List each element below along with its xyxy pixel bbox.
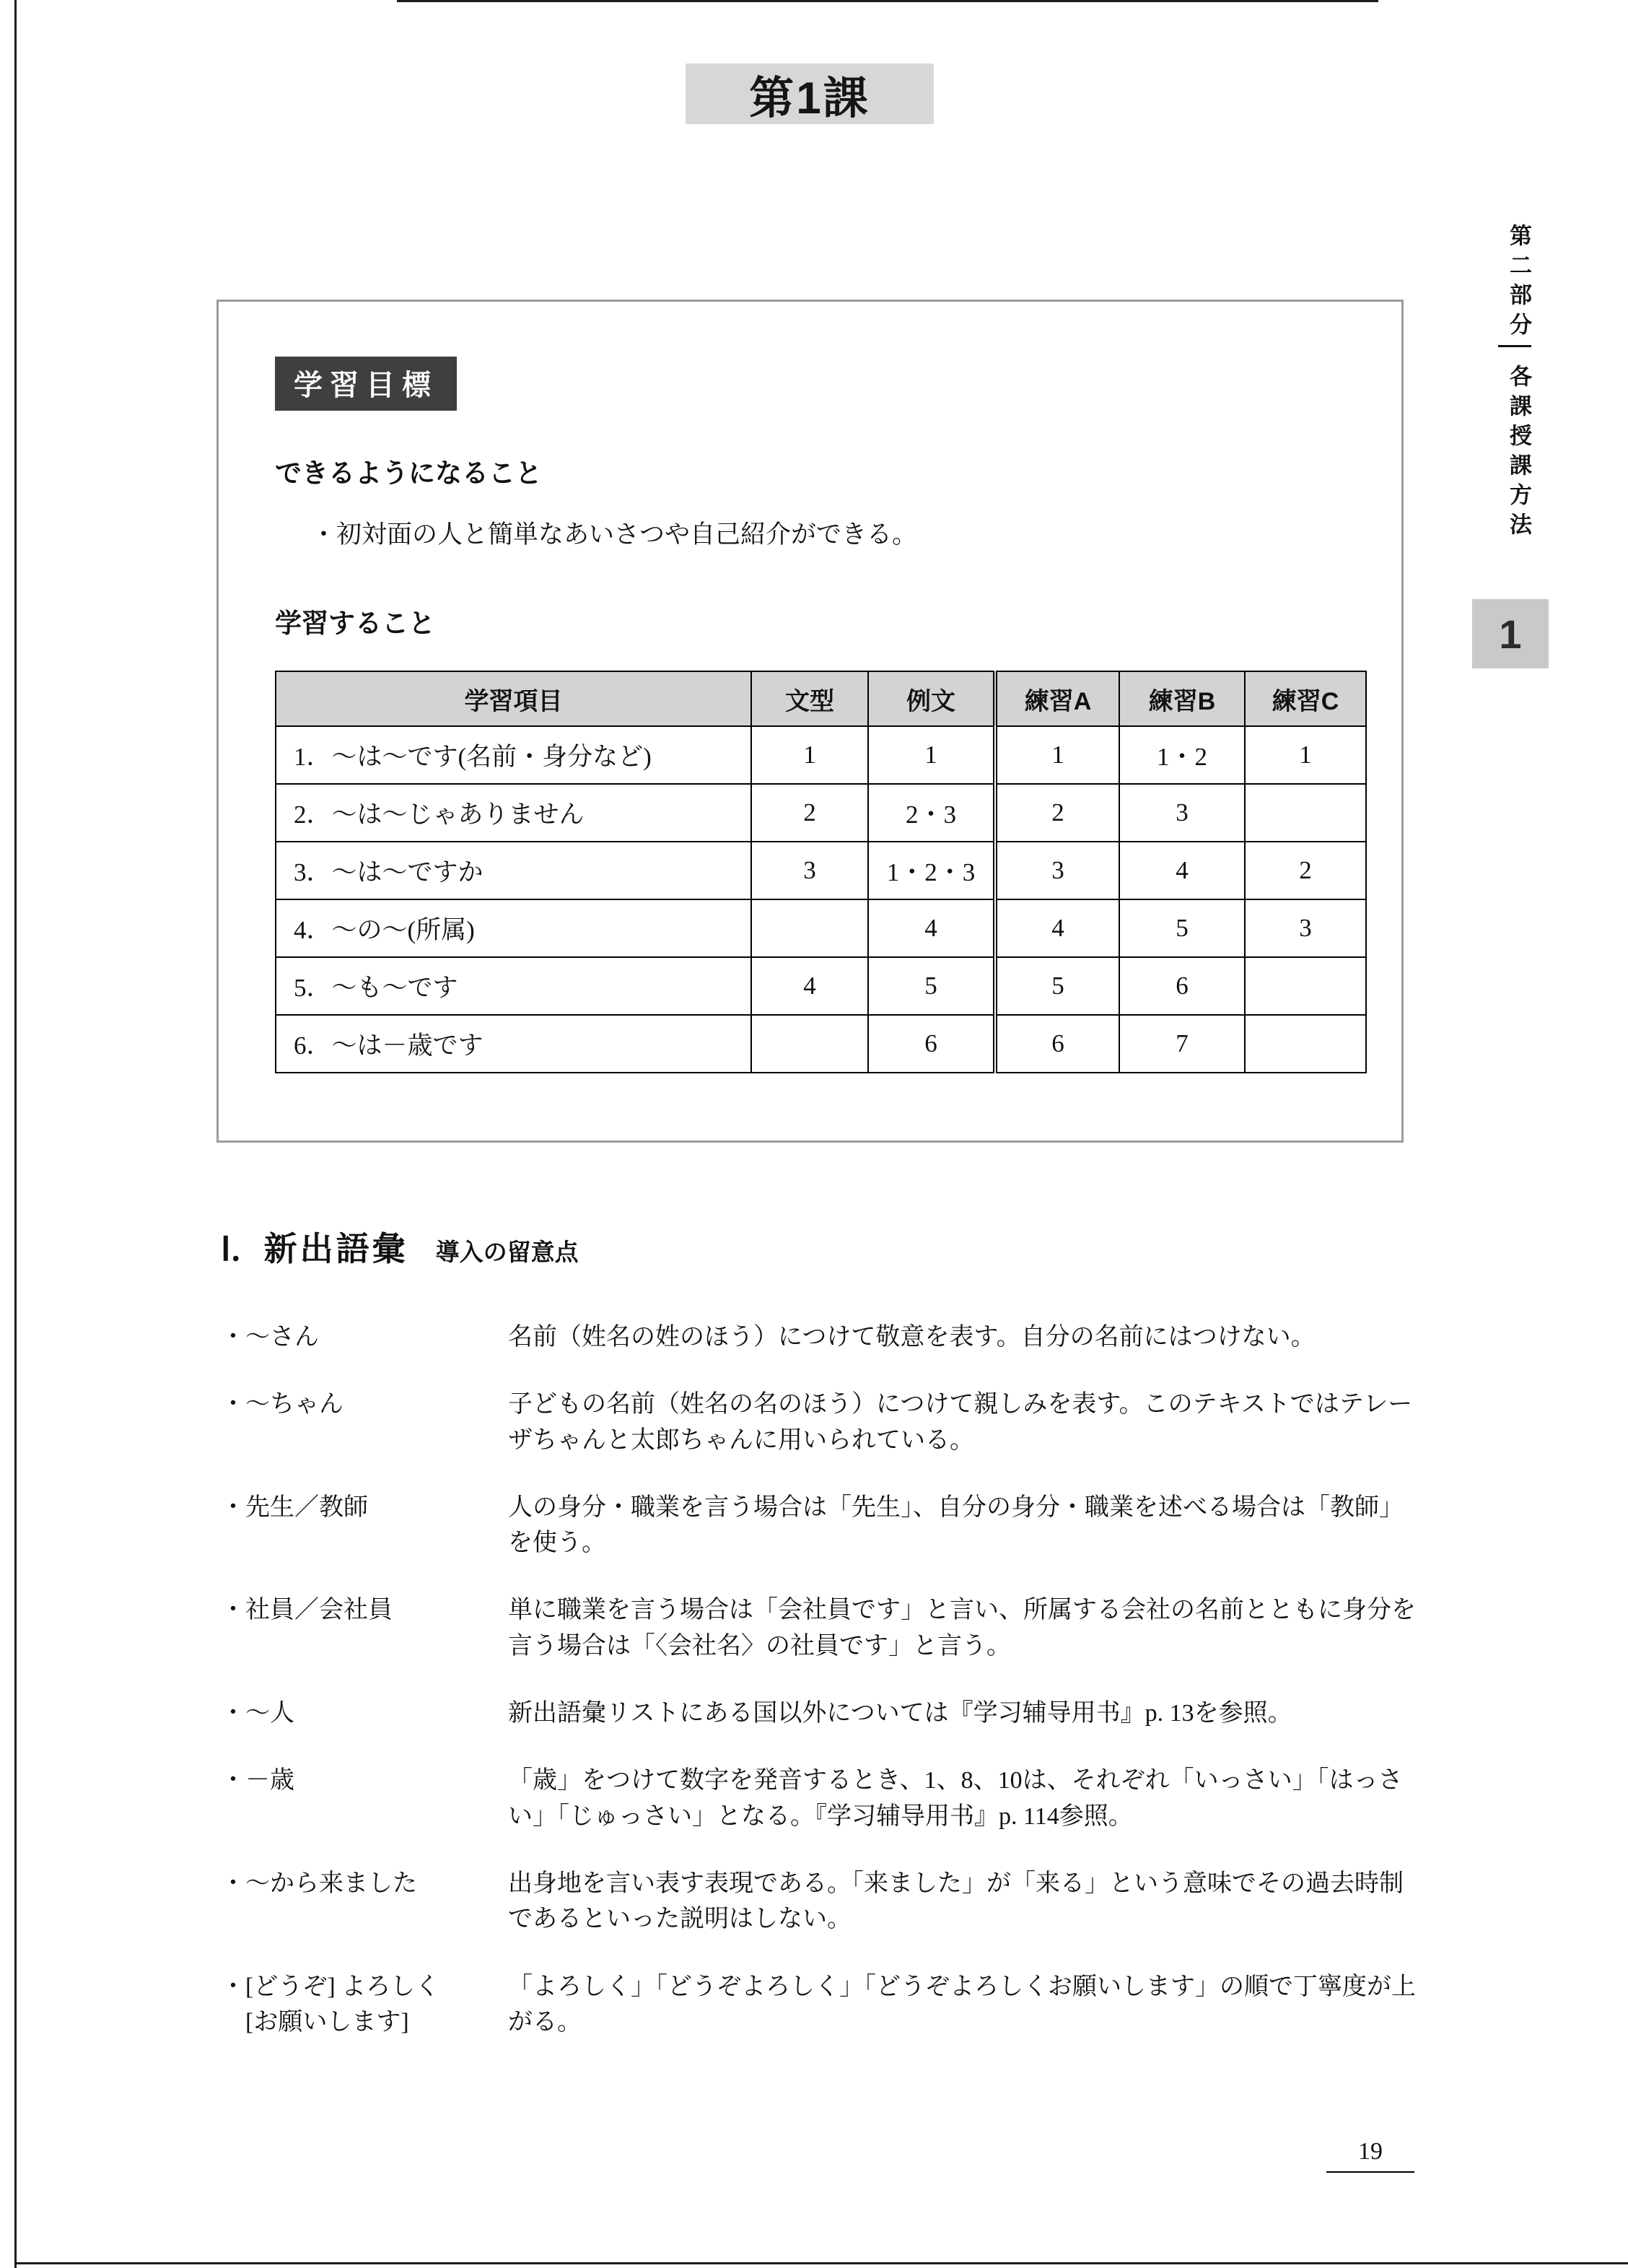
- vocab-term: ・～ちゃん: [221, 1391, 343, 1418]
- vocab-section-numeral: Ⅰ．: [221, 1231, 264, 1268]
- table-row: [276, 1015, 1366, 1073]
- table-cell: [751, 899, 868, 957]
- vocab-entry: [221, 1592, 1439, 1664]
- table-cell: 6．～は－歳です: [276, 1015, 751, 1073]
- vocab-definition: 新出語彙リストにある国以外については『学习辅导用书』p. 13を参照。: [508, 1700, 1292, 1727]
- lesson-title: [686, 64, 934, 124]
- table-cell: 6: [995, 1015, 1119, 1073]
- table-cell: 1: [868, 726, 995, 784]
- table-cell: 5．～も～です: [276, 957, 751, 1015]
- objectives-box: [216, 300, 1404, 1143]
- table-row: [276, 842, 1366, 899]
- table-cell: 1・2: [1119, 726, 1245, 784]
- table-cell: 3: [751, 842, 868, 899]
- vocab-section-title: 新出語彙: [263, 1230, 408, 1268]
- table-cell: 2・3: [868, 784, 995, 842]
- page-number: 19: [1326, 2138, 1414, 2173]
- vocab-term: ・～人: [221, 1700, 294, 1727]
- objectives-label: 学習目標: [275, 357, 457, 411]
- table-row: [276, 899, 1366, 957]
- table-cell: [1245, 784, 1366, 842]
- vocab-term-line2: [お願いします]: [221, 2008, 409, 2036]
- table-cell: 1・2・3: [868, 842, 995, 899]
- page-edge-left: [14, 0, 17, 2268]
- vocab-definition: 名前（姓名の姓のほう）につけて敬意を表す。自分の名前にはつけない。: [508, 1324, 1316, 1351]
- table-cell: 2．～は～じゃありません: [276, 784, 751, 842]
- chapter-number: 1: [1499, 611, 1522, 657]
- table-cell: 4: [1119, 842, 1245, 899]
- vocab-entry: [221, 1320, 1439, 1355]
- table-cell: [1245, 957, 1366, 1015]
- vocab-term: ・先生／教師: [221, 1493, 368, 1521]
- study-items-table: [275, 671, 1367, 1073]
- vocab-list: [221, 1320, 1439, 2072]
- sidebar-divider: [1498, 345, 1531, 347]
- table-cell: 2: [751, 784, 868, 842]
- table-cell: 6: [1119, 957, 1245, 1015]
- vocab-section-heading: [221, 1223, 579, 1270]
- table-cell: 4: [995, 899, 1119, 957]
- table-cell: 5: [1119, 899, 1245, 957]
- table-cell: 3: [1245, 899, 1366, 957]
- sidebar-section-label: 各課授課方法: [1506, 365, 1531, 542]
- vocab-entry: [221, 1387, 1439, 1458]
- chapter-number-tab: [1472, 599, 1549, 668]
- table-header-practice-c: 練習C: [1245, 671, 1366, 726]
- table-cell: 4: [751, 957, 868, 1015]
- table-cell: 3．～は～ですか: [276, 842, 751, 899]
- table-cell: 1: [1245, 726, 1366, 784]
- sidebar-part-label: 第二部分: [1506, 224, 1531, 342]
- vocab-entry: [221, 1866, 1439, 1937]
- table-header-practice-b: 練習B: [1119, 671, 1245, 726]
- table-cell: 1: [751, 726, 868, 784]
- vocab-definition: 単に職業を言う場合は「会社員です」と言い、所属する会社の名前とともに身分を言う場合は「〈会社名〉の社員です」と言う。: [508, 1597, 1416, 1659]
- vocab-definition: 出身地を言い表す表現である。「来ました」が「来る」という意味でその過去時制であるといった説明はしない。: [508, 1870, 1404, 1933]
- vocab-section-subtitle: 導入の留意点: [435, 1239, 579, 1265]
- vocab-definition: 人の身分・職業を言う場合は「先生」、自分の身分・職業を述べる場合は「教師」を使う。: [508, 1493, 1404, 1557]
- table-cell: 7: [1119, 1015, 1245, 1073]
- vocab-term-line1: ・[どうぞ] よろしく: [221, 1973, 440, 2000]
- vocab-entry: [221, 1490, 1439, 1561]
- can-do-heading: できるようになること: [275, 458, 542, 488]
- table-header-example: 例文: [868, 671, 995, 726]
- page-edge-bottom: [14, 2262, 1628, 2264]
- vocab-term: ・～さん: [221, 1324, 319, 1351]
- vocab-term: ・～から来ました: [221, 1870, 417, 1897]
- vocab-definition: 「よろしく」「どうぞよろしく」「どうぞよろしくお願いします」の順で丁寧度が上がる。: [508, 1973, 1416, 2036]
- can-do-item: ・初対面の人と簡単なあいさつや自己紹介ができる。: [311, 520, 918, 549]
- lesson-title-text: 第1課: [749, 73, 870, 123]
- table-cell: 1．～は～です(名前・身分など): [276, 726, 751, 784]
- table-cell: 4．～の～(所属): [276, 899, 751, 957]
- table-cell: 4: [868, 899, 995, 957]
- table-cell: [1245, 1015, 1366, 1073]
- table-header-row: [276, 671, 1366, 726]
- learn-heading: 学習すること: [275, 609, 435, 638]
- table-cell: 6: [868, 1015, 995, 1073]
- table-header-item: 学習項目: [276, 671, 751, 726]
- table-cell: 3: [995, 842, 1119, 899]
- page-edge-top: [397, 0, 1378, 2]
- vocab-entry: [221, 1696, 1439, 1731]
- table-cell: 2: [1245, 842, 1366, 899]
- table-row: [276, 784, 1366, 842]
- table-cell: 3: [1119, 784, 1245, 842]
- vocab-definition: 「歳」をつけて数字を発音するとき、1、8、10は、それぞれ「いっさい」「はっさい」「じゅっさい」となる。『学习辅导用书』p. 114参照。: [508, 1767, 1403, 1830]
- table-cell: 2: [995, 784, 1119, 842]
- table-row: [276, 957, 1366, 1015]
- vocab-term: ・社員／会社員: [221, 1597, 393, 1624]
- vocab-definition: 子どもの名前（姓名の名のほう）につけて親しみを表す。このテキストではテレーザちゃんと太郎ちゃんに用いられている。: [508, 1391, 1413, 1454]
- vocab-term: ・－歳: [221, 1767, 294, 1794]
- table-cell: [751, 1015, 868, 1073]
- table-header-sentence-pattern: 文型: [751, 671, 868, 726]
- table-cell: 5: [995, 957, 1119, 1015]
- table-cell: 1: [995, 726, 1119, 784]
- table-row: [276, 726, 1366, 784]
- table-cell: 5: [868, 957, 995, 1015]
- vocab-term: [221, 1969, 508, 2041]
- vocab-entry: [221, 1763, 1439, 1834]
- vocab-entry: [221, 1969, 1439, 2041]
- table-header-practice-a: 練習A: [995, 671, 1119, 726]
